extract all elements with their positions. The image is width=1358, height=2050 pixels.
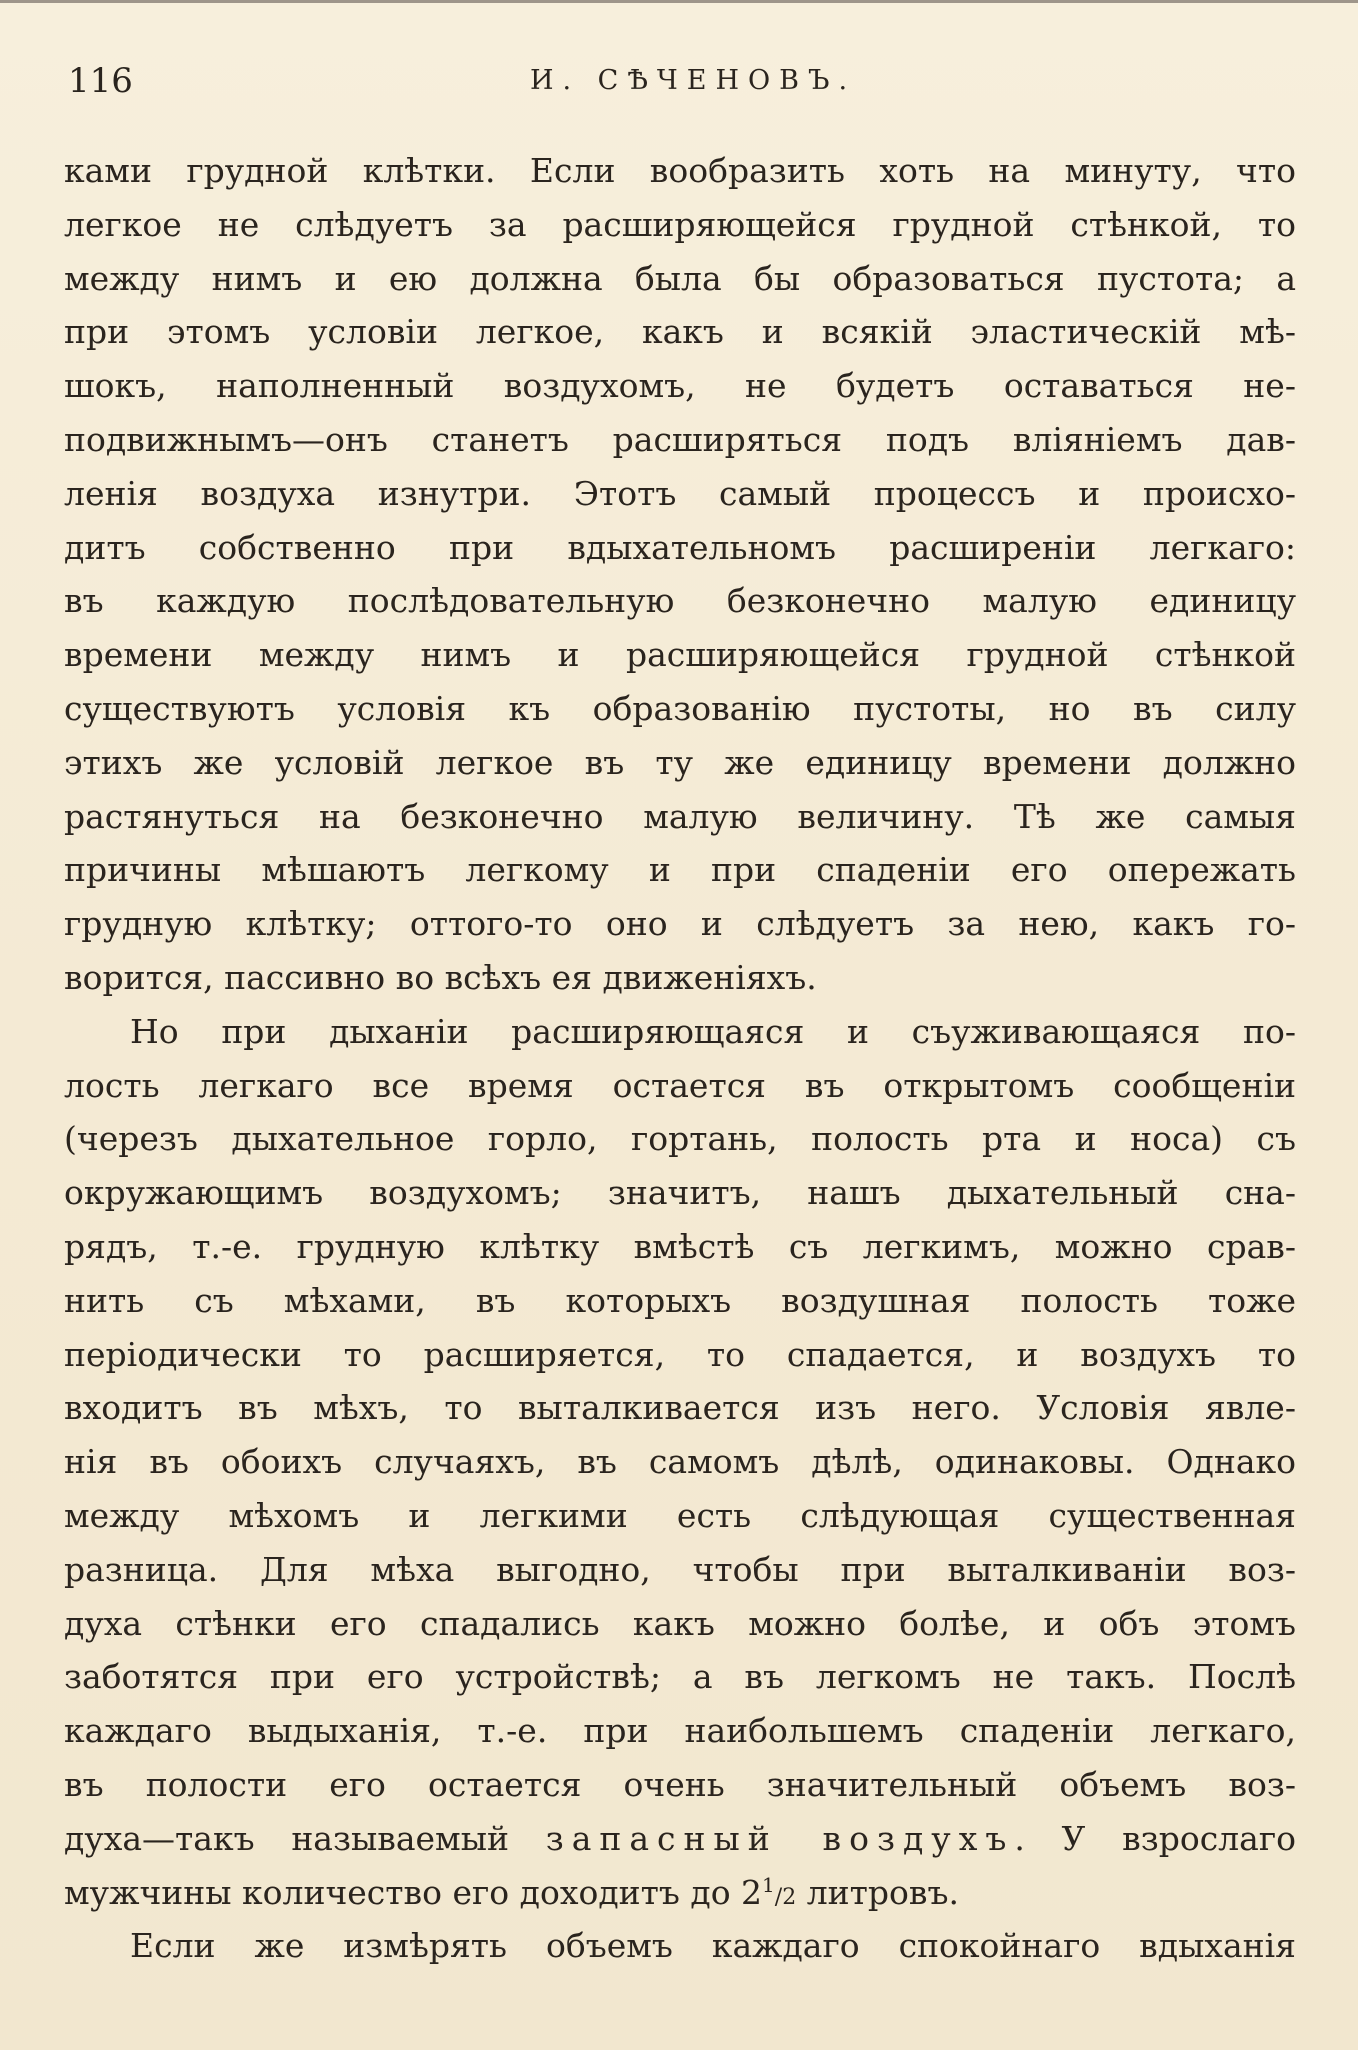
text-line: между мѣхомъ и легкими есть слѣдующая существенная [64, 1495, 1296, 1535]
top-rule [0, 0, 1358, 3]
text-line: существуютъ условія къ образованію пустоты, но въ силу [64, 688, 1296, 728]
page-number: 116 [68, 61, 133, 101]
text-line: времени между нимъ и расширяющейся грудной стѣнкой [64, 635, 1296, 675]
text-line: лость легкаго все время остается въ открытомъ сообщеніи [64, 1065, 1296, 1105]
text-line: ворится, пассивно во всѣхъ ея движеніяхъ. [64, 957, 817, 997]
text-line: духа стѣнки его спадались какъ можно болѣе, и объ этомъ [64, 1603, 1296, 1643]
text-line: ленія воздуха изнутри. Этотъ самый процессъ и происхо- [64, 473, 1296, 513]
text-span: . У взрослаго [1014, 1818, 1296, 1858]
text-line: каждаго выдыханія, т.-е. при наибольшемъ спаденіи легкаго, [64, 1711, 1296, 1751]
text-line: легкое не слѣдуетъ за расширяющейся грудной стѣнкой, то [64, 204, 1296, 244]
text-line: при этомъ условіи легкое, какъ и всякій эластическій мѣ- [64, 312, 1296, 352]
text-line: входитъ въ мѣхъ, то выталкивается изъ него. Условія явле- [64, 1388, 1296, 1428]
text-line [64, 1812, 1296, 1866]
body-text [64, 144, 1296, 1973]
text-line: растянуться на безконечно малую величину. Тѣ же самыя [64, 796, 1296, 836]
text-line: нить съ мѣхами, въ которыхъ воздушная полость тоже [64, 1280, 1296, 1320]
text-line: между нимъ и ею должна была бы образоваться пустота; а [64, 258, 1296, 298]
text-line: въ полости его остается очень значительный объемъ воз- [64, 1764, 1296, 1804]
text-line: грудную клѣтку; оттого-то оно и слѣдуетъ за нею, какъ го- [64, 904, 1296, 944]
text-line: рядъ, т.-е. грудную клѣтку вмѣстѣ съ легкимъ, можно срав- [64, 1226, 1296, 1266]
text-span: литровъ. [796, 1872, 959, 1912]
emphasized-term: запасный воздухъ [545, 1818, 1015, 1858]
text-line: окружающимъ воздухомъ; значитъ, нашъ дыхательный сна- [64, 1173, 1296, 1213]
fraction-denominator: /2 [774, 1884, 797, 1910]
text-line [64, 1866, 1296, 1920]
text-line: нія въ обоихъ случаяхъ, въ самомъ дѣлѣ, одинаковы. Однако [64, 1442, 1296, 1482]
fraction-numerator: 1 [762, 1872, 775, 1897]
text-line: причины мѣшаютъ легкому и при спаденіи его опережать [64, 850, 1296, 890]
text-line: періодически то расширяется, то спадается, и воздухъ то [64, 1334, 1296, 1374]
page-header [68, 56, 1318, 106]
text-line: этихъ же условій легкое въ ту же единицу времени должно [64, 742, 1296, 782]
text-line: разница. Для мѣха выгодно, чтобы при выталкиваніи воз- [64, 1549, 1296, 1589]
text-line: подвижнымъ—онъ станетъ расширяться подъ вліяніемъ дав- [64, 419, 1296, 459]
text-line: (черезъ дыхательное горло, гортань, полость рта и носа) съ [64, 1119, 1296, 1159]
text-span: мужчины количество его доходитъ до 2 [64, 1872, 763, 1912]
text-line: шокъ, наполненный воздухомъ, не будетъ оставаться не- [64, 366, 1296, 406]
text-line: Если же измѣрять объемъ каждаго спокойнаго вдыханія [130, 1926, 1296, 1966]
text-span: духа—такъ называемый [64, 1818, 546, 1858]
text-line: дитъ собственно при вдыхательномъ расширеніи легкаго: [64, 527, 1296, 567]
text-line: заботятся при его устройствѣ; а въ легкомъ не такъ. Послѣ [64, 1657, 1296, 1697]
text-line: ками грудной клѣтки. Если вообразить хоть на минуту, что [64, 151, 1296, 190]
text-line: въ каждую послѣдовательную безконечно малую единицу [64, 581, 1296, 621]
running-head: И. СѢЧЕНОВЪ. [529, 65, 857, 96]
text-line: Но при дыханіи расширяющаяся и съуживающаяся по- [130, 1011, 1296, 1051]
